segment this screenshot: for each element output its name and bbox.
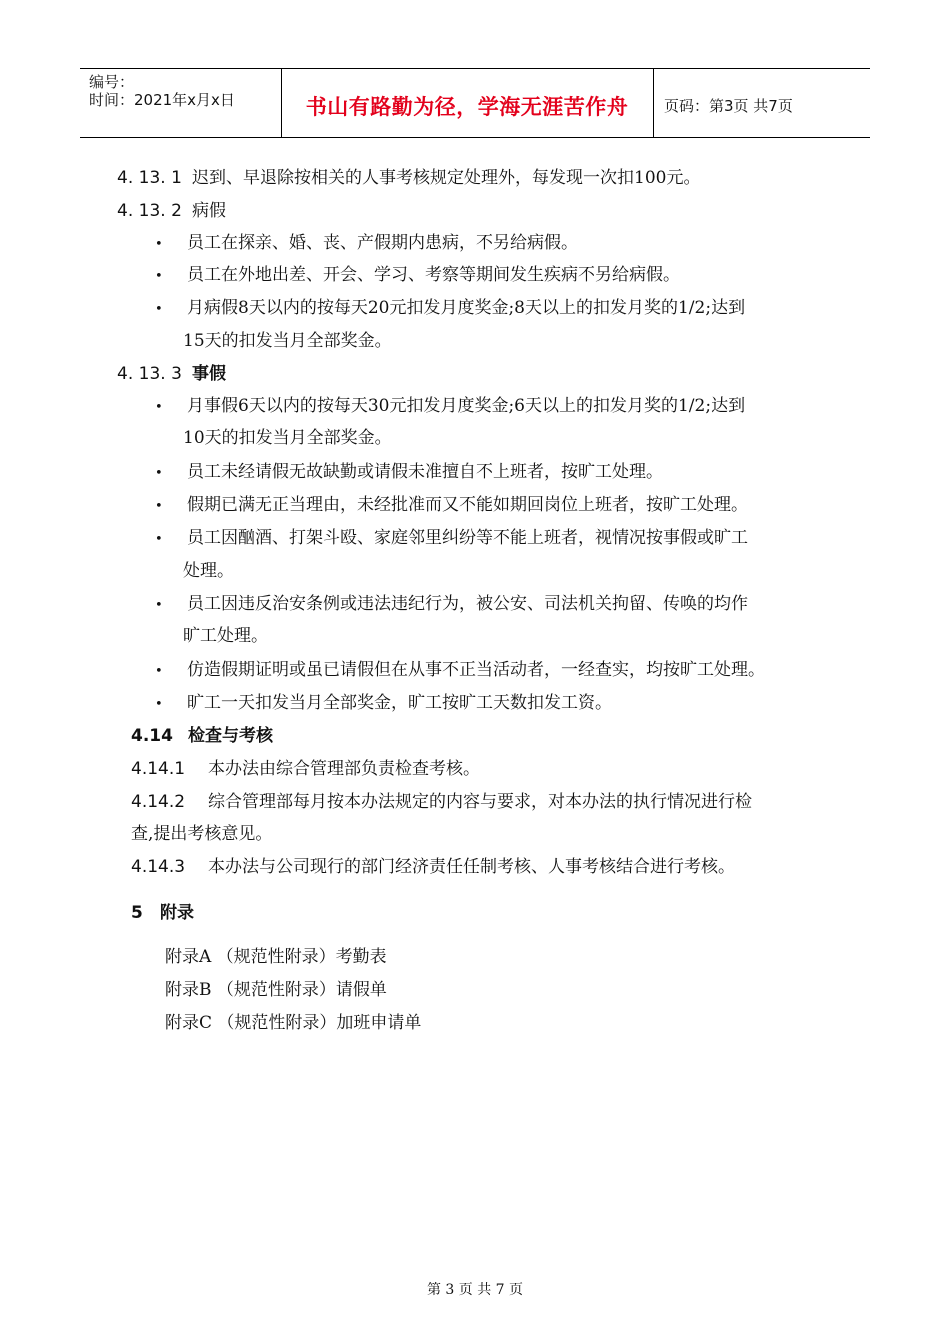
- header-page-cell: [653, 69, 870, 137]
- motto: 书山有路勤为径，学海无涯苦作舟: [305, 95, 629, 119]
- section-title: 附录: [160, 903, 194, 923]
- list-item: 旷工一天扣发当月全部奖金，旷工按旷工天数扣发工资。: [187, 693, 612, 713]
- section-title: 病假: [192, 201, 226, 221]
- section-number: 4.14: [131, 726, 173, 746]
- list-item: 月事假6天以内的按每天30元扣发月度奖金;6天以上的扣发月奖的1/2;达到: [187, 396, 746, 416]
- section-number: 4. 13. 2: [117, 201, 182, 221]
- section-number: 4. 13. 3: [117, 364, 182, 384]
- section-text: 迟到、早退除按相关的人事考核规定处理外，每发现一次扣100元。: [192, 168, 701, 188]
- list-item: 员工在外地出差、开会、学习、考察等期间发生疾病不另给病假。: [187, 265, 680, 285]
- page-footer: 第 3 页 共 7 页: [426, 1282, 524, 1298]
- list-item: 员工因违反治安条例或违法违纪行为，被公安、司法机关拘留、传唤的均作: [187, 594, 748, 614]
- section-number: 4.14.2: [131, 792, 186, 812]
- section-text-continuation: 查,提出考核意见。: [131, 824, 273, 844]
- appendix-item: 附录A （规范性附录）考勤表: [165, 947, 387, 967]
- bullet-icon: •: [155, 598, 163, 613]
- list-item-continuation: 处理。: [183, 561, 234, 581]
- bullet-icon: •: [155, 466, 163, 481]
- date-label: 时间：2021年x月x日: [89, 91, 235, 109]
- section-text: 本办法与公司现行的部门经济责任任制考核、人事考核结合进行考核。: [208, 857, 735, 877]
- list-item: 仿造假期证明或虽已请假但在从事不正当活动者，一经查实，均按旷工处理。: [187, 660, 765, 680]
- list-item-continuation: 15天的扣发当月全部奖金。: [183, 331, 392, 351]
- section-number: 5: [131, 903, 143, 923]
- section-number: 4.14.3: [131, 857, 186, 877]
- section-number: 4. 13. 1: [117, 168, 182, 188]
- section-text: 综合管理部每月按本办法规定的内容与要求，对本办法的执行情况进行检: [208, 792, 752, 812]
- header-motto-cell: [281, 69, 654, 137]
- code-label: 编号：: [89, 73, 135, 91]
- header-meta-cell: [80, 69, 282, 137]
- bullet-icon: •: [155, 237, 163, 252]
- appendix-item: 附录C （规范性附录）加班申请单: [165, 1013, 422, 1033]
- list-item-continuation: 10天的扣发当月全部奖金。: [183, 428, 392, 448]
- page-label: 页码：第3页 共7页: [664, 97, 793, 115]
- list-item: 员工未经请假无故缺勤或请假未准擅自不上班者，按旷工处理。: [187, 462, 663, 482]
- bullet-icon: •: [155, 532, 163, 547]
- bullet-icon: •: [155, 269, 163, 284]
- list-item: 月病假8天以内的按每天20元扣发月度奖金;8天以上的扣发月奖的1/2;达到: [187, 298, 746, 318]
- bullet-icon: •: [155, 400, 163, 415]
- section-text: 本办法由综合管理部负责检查考核。: [208, 759, 480, 779]
- header-table: [80, 68, 870, 138]
- bullet-icon: •: [155, 697, 163, 712]
- section-title: 检查与考核: [188, 726, 273, 746]
- bullet-icon: •: [155, 664, 163, 679]
- bullet-icon: •: [155, 499, 163, 514]
- section-number: 4.14.1: [131, 759, 186, 779]
- bullet-icon: •: [155, 302, 163, 317]
- section-title: 事假: [192, 364, 226, 384]
- appendix-item: 附录B （规范性附录）请假单: [165, 980, 387, 1000]
- list-item: 员工在探亲、婚、丧、产假期内患病，不另给病假。: [187, 233, 578, 253]
- list-item: 员工因酗酒、打架斗殴、家庭邻里纠纷等不能上班者，视情况按事假或旷工: [187, 528, 748, 548]
- list-item-continuation: 旷工处理。: [183, 626, 268, 646]
- list-item: 假期已满无正当理由，未经批准而又不能如期回岗位上班者，按旷工处理。: [187, 495, 748, 515]
